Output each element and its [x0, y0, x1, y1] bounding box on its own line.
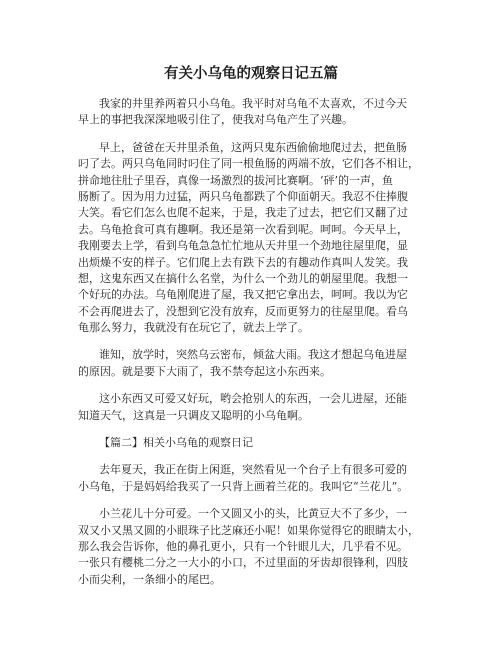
paragraph-2	[78, 140, 430, 337]
document-body	[78, 96, 430, 599]
paragraph-1	[78, 96, 430, 129]
section-heading: 【篇二】相关小乌龟的观察日记	[99, 436, 253, 450]
text-line: 不会再爬进去了，没想到它没有放弃，反而更努力的往屋里爬。看乌	[78, 304, 408, 318]
paragraph-6	[78, 506, 430, 588]
text-line: 拼命地往肚子里吞，真像一场激烈的拔河比赛啊。‘砰’的一声，鱼	[78, 173, 393, 187]
text-line: 早上的事把我深深地吸引住了，使我对乌龟产生了兴趣。	[78, 113, 353, 127]
text-line: 小乌龟，于是妈妈给我买了一只背上画着兰花的。我叫它“兰花儿”。	[78, 479, 409, 493]
text-line: 个好玩的办法。乌龟刚爬进了屋，我又把它拿出去，呵呵。我以为它	[78, 288, 408, 302]
text-line: 知道天气，这真是一只调皮又聪明的小乌龟啊。	[78, 408, 309, 422]
text-line: 肠断了。因为用力过猛，两只乌龟都跌了个仰面朝天。我忍不住捧腹	[78, 189, 408, 203]
document-title: 有关小乌龟的观察日记五篇	[164, 66, 338, 82]
text-line: 小而尖利，一条细小的尾巴。	[78, 572, 221, 586]
text-line: 大笑。看它们怎么也爬不起来，于是，我走了过去，把它们又翻了过	[78, 206, 408, 220]
text-line: 谁知，放学时，突然乌云密布，倾盆大雨。我这才想起乌龟进屋	[99, 348, 407, 362]
text-line: 一张只有樱桃二分之一大小的小口，不过里面的牙齿却很锋利，四肢	[78, 556, 408, 570]
text-line: 我刚要去上学，看到乌龟急急忙忙地从天井里一个劲地往屋里爬，显	[78, 239, 408, 253]
text-line: 叼了去。两只乌龟同时叼住了同一根鱼肠的两端不放，它们各不相让，	[78, 157, 419, 171]
text-line: 小兰花儿十分可爱。一个又圆又小的头，比黄豆大不了多少，一	[99, 507, 407, 521]
text-line: 去年夏天，我正在街上闲逛，突然看见一个台子上有很多可爱的	[99, 463, 407, 477]
text-line: 去。乌龟抢食可真有趣啊。我还是第一次看到呢。呵呵。今天早上，	[78, 222, 408, 236]
paragraph-5	[78, 462, 430, 495]
text-line: 早上，爸爸在天井里杀鱼，这两只鬼东西偷偷地爬过去，把鱼肠	[99, 140, 407, 154]
text-line: 这小东西又可爱又好玩，哟会抢别人的东西，一会儿进屋，还能	[99, 392, 407, 406]
text-line: 龟那么努力，我就没有在玩它了，就去上学了。	[78, 321, 309, 335]
text-line: 出烦燥不安的样子。它们爬上去有跌下去的有趣动作真叫人发笑。我	[78, 255, 408, 269]
paragraph-3	[78, 347, 430, 380]
text-line: 那么我会告诉你，他的鼻孔更小，只有一个针眼儿大，几乎看不见。	[78, 539, 408, 553]
text-line: 的原因。就是要下大雨了，我不禁夸起这小东西来。	[78, 364, 331, 378]
text-line: 双又小又黑又圆的小眼珠子比芝麻还小呢！如果你觉得它的眼睛太小，	[78, 523, 419, 537]
paragraph-4	[78, 391, 430, 424]
text-line: 想，这鬼东西又在搞什么名堂，为什么一个劲儿的朝屋里爬。我想一	[78, 271, 408, 285]
text-line: 我家的井里养两着只小乌龟。我平时对乌龟不太喜欢，不过今天	[99, 97, 407, 110]
section-heading-2	[78, 435, 430, 451]
